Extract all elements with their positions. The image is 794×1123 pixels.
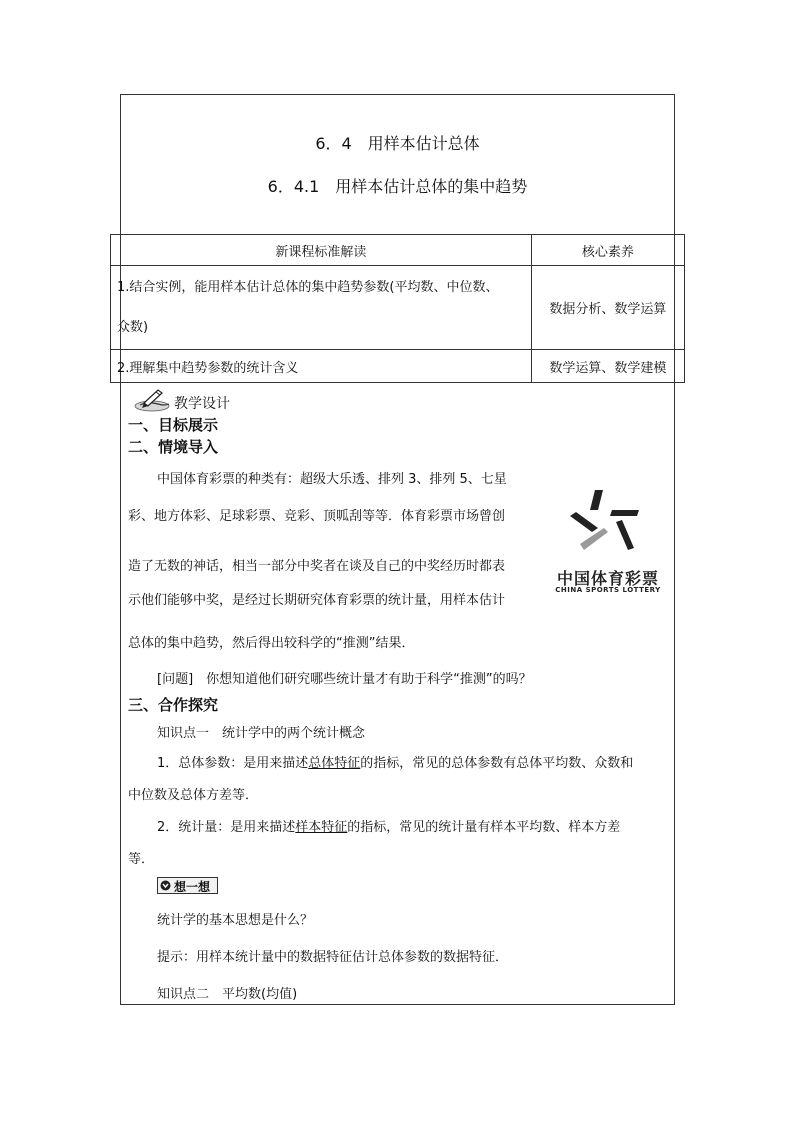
table-cell-standard — [111, 350, 532, 383]
table-row — [111, 350, 685, 383]
definition-line — [157, 816, 620, 835]
definition-text: 的指标，常见的统计量有样本平均数、样本方差 — [347, 820, 621, 835]
standards-table — [110, 234, 685, 383]
table-cell-competency: 数学运算、数学建模 — [531, 350, 684, 383]
table-cell-standard — [111, 266, 532, 350]
standard-line: 众数) — [117, 319, 149, 335]
chevron-down-icon — [160, 880, 171, 891]
think-hint: 提示：用样本统计量中的数据特征估计总体参数的数据特征． — [157, 950, 509, 965]
table-header-competency: 核心素养 — [531, 235, 684, 266]
definition-keyword: 总体特征 — [308, 756, 361, 771]
logo-en-text: CHINA SPORTS LOTTERY — [555, 586, 661, 594]
table-cell-competency: 数据分析、数学运算 — [531, 266, 684, 350]
intro-line: 总体的集中趋势，然后得出较科学的“推测”结果． — [128, 636, 415, 651]
standard-line: 1.结合实例，能用样本估计总体的集中趋势参数(平均数、中位数、 — [117, 279, 499, 295]
heading-intro: 二、情境导入 — [128, 438, 219, 456]
think-label: 想一想 — [174, 880, 211, 894]
table-header-row — [111, 235, 685, 266]
question-text: [问题] 你想知道他们研究哪些统计量才有助于科学“推测”的吗？ — [157, 672, 532, 687]
section-title: 6．4 用样本估计总体 — [315, 134, 480, 153]
think-badge — [157, 877, 218, 894]
definition-line — [157, 752, 633, 771]
subsection-title: 6．4.1 用样本估计总体的集中趋势 — [267, 177, 528, 196]
pen-icon — [134, 387, 172, 413]
intro-line: 彩、地方体彩、足球彩票、竞彩、顶呱刮等等．体育彩票市场曾创 — [128, 509, 506, 524]
intro-line: 造了无数的神话，相当一部分中奖者在谈及自己的中奖经历时都表 — [128, 559, 506, 574]
definition-keyword: 样本特征 — [295, 820, 348, 835]
lottery-star-icon — [546, 486, 674, 566]
knowledge-point-title: 知识点一 统计学中的两个统计概念 — [157, 726, 366, 741]
intro-line: 示他们能够中奖，是经过长期研究体育彩票的统计量，用样本估计 — [128, 593, 506, 608]
think-question: 统计学的基本思想是什么？ — [157, 913, 314, 928]
logo-cn-text: 中国体育彩票 — [556, 569, 659, 588]
table-row — [111, 266, 685, 350]
definition-line: 等． — [128, 852, 155, 867]
intro-line: 中国体育彩票的种类有：超级大乐透、排列 3、排列 5、七星 — [157, 472, 507, 487]
definition-line: 中位数及总体方差等． — [128, 788, 259, 803]
table-header-standard: 新课程标准解读 — [111, 235, 532, 266]
heading-explore: 三、合作探究 — [128, 696, 219, 714]
section-label: 教学设计 — [174, 396, 230, 412]
standard-line: 2.理解集中趋势参数的统计含义 — [117, 360, 299, 376]
china-sports-lottery-logo — [546, 486, 674, 598]
heading-goals: 一、目标展示 — [128, 416, 219, 434]
definition-text: 的指标，常见的总体参数有总体平均数、众数和 — [360, 756, 634, 771]
definition-text: 1．总体参数：是用来描述 — [157, 756, 309, 771]
definition-text: 2．统计量：是用来描述 — [157, 820, 296, 835]
knowledge-point-title: 知识点二 平均数(均值) — [157, 987, 298, 1002]
